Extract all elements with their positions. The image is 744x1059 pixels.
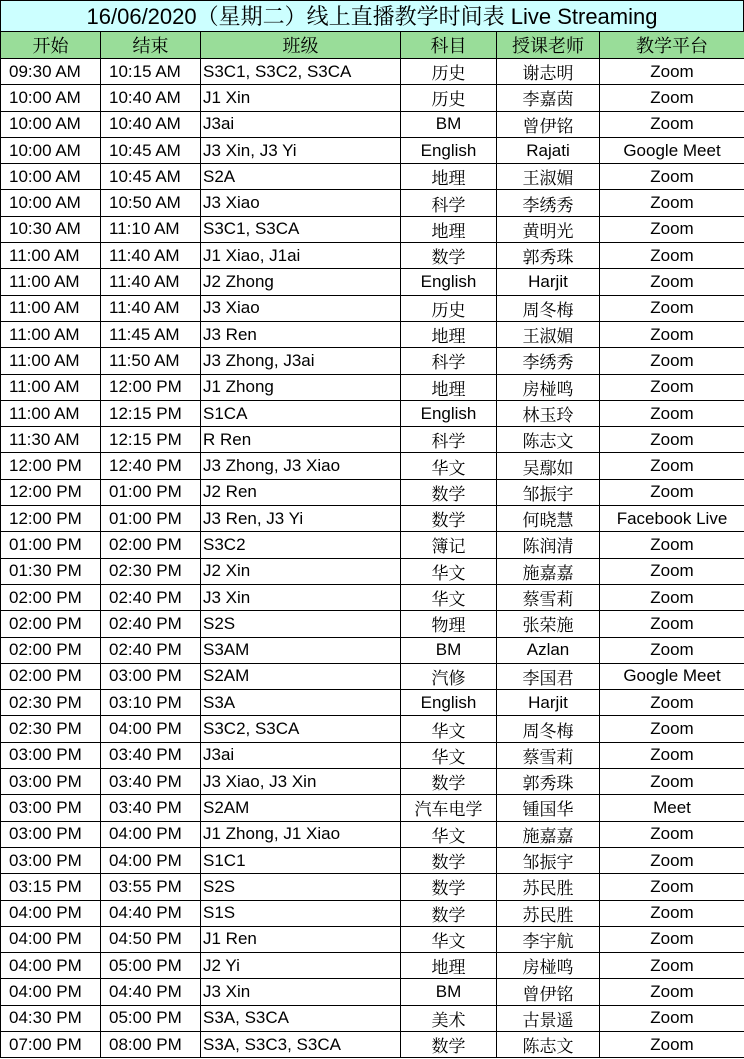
subject-cell: 数学 — [401, 243, 497, 269]
class-cell: S3A, S3C3, S3CA — [201, 1031, 401, 1057]
platform-cell: Zoom — [600, 374, 744, 400]
teacher-cell: 周冬梅 — [497, 716, 600, 742]
header-start: 开始 — [1, 32, 101, 59]
subject-cell: 科学 — [401, 348, 497, 374]
table-row — [1, 1031, 744, 1057]
class-cell: J1 Xin — [201, 85, 401, 111]
platform-cell: Zoom — [600, 847, 744, 873]
class-cell: J3ai — [201, 111, 401, 137]
table-row — [1, 85, 744, 111]
class-cell: S1S — [201, 900, 401, 926]
teacher-cell: 曾伊铭 — [497, 979, 600, 1005]
end-time-cell: 10:50 AM — [101, 190, 201, 216]
teacher-cell: 王淑媚 — [497, 321, 600, 347]
class-cell: S2S — [201, 611, 401, 637]
platform-cell: Zoom — [600, 637, 744, 663]
end-time-cell: 12:00 PM — [101, 374, 201, 400]
subject-cell: 华文 — [401, 453, 497, 479]
end-time-cell: 12:40 PM — [101, 453, 201, 479]
sheet-title: 16/06/2020（星期二）线上直播教学时间表 Live Streaming — [0, 0, 744, 31]
end-time-cell: 04:00 PM — [101, 821, 201, 847]
platform-cell: Facebook Live — [600, 506, 744, 532]
platform-cell: Zoom — [600, 59, 744, 85]
schedule-body — [1, 59, 744, 1058]
class-cell: J3 Ren, J3 Yi — [201, 506, 401, 532]
platform-cell: Google Meet — [600, 137, 744, 163]
end-time-cell: 01:00 PM — [101, 506, 201, 532]
start-time-cell: 02:00 PM — [1, 584, 101, 610]
start-time-cell: 11:00 AM — [1, 321, 101, 347]
end-time-cell: 03:55 PM — [101, 874, 201, 900]
teacher-cell: 陈志文 — [497, 427, 600, 453]
teacher-cell: 谢志明 — [497, 59, 600, 85]
platform-cell: Zoom — [600, 926, 744, 952]
teacher-cell: 李宇航 — [497, 926, 600, 952]
subject-cell: 华文 — [401, 558, 497, 584]
platform-cell: Zoom — [600, 769, 744, 795]
start-time-cell: 04:00 PM — [1, 979, 101, 1005]
end-time-cell: 04:00 PM — [101, 847, 201, 873]
platform-cell: Zoom — [600, 953, 744, 979]
table-row — [1, 926, 744, 952]
teacher-cell: 锺国华 — [497, 795, 600, 821]
teacher-cell: 曾伊铭 — [497, 111, 600, 137]
start-time-cell: 02:00 PM — [1, 611, 101, 637]
class-cell: J3 Xin — [201, 584, 401, 610]
teacher-cell: Azlan — [497, 637, 600, 663]
start-time-cell: 02:00 PM — [1, 663, 101, 689]
class-cell: S2A — [201, 164, 401, 190]
subject-cell: BM — [401, 637, 497, 663]
teacher-cell: 李绣秀 — [497, 348, 600, 374]
class-cell: J3 Xiao, J3 Xin — [201, 769, 401, 795]
start-time-cell: 10:00 AM — [1, 164, 101, 190]
class-cell: J2 Xin — [201, 558, 401, 584]
start-time-cell: 03:15 PM — [1, 874, 101, 900]
header-platform: 教学平台 — [600, 32, 744, 59]
teacher-cell: 施嘉嘉 — [497, 558, 600, 584]
platform-cell: Zoom — [600, 400, 744, 426]
subject-cell: 华文 — [401, 584, 497, 610]
end-time-cell: 02:00 PM — [101, 532, 201, 558]
start-time-cell: 10:00 AM — [1, 85, 101, 111]
start-time-cell: 10:00 AM — [1, 111, 101, 137]
end-time-cell: 03:40 PM — [101, 795, 201, 821]
end-time-cell: 04:40 PM — [101, 979, 201, 1005]
end-time-cell: 11:40 AM — [101, 269, 201, 295]
class-cell: J3ai — [201, 742, 401, 768]
class-cell: J3 Ren — [201, 321, 401, 347]
class-cell: S3AM — [201, 637, 401, 663]
start-time-cell: 10:00 AM — [1, 137, 101, 163]
start-time-cell: 12:00 PM — [1, 453, 101, 479]
teacher-cell: 郭秀珠 — [497, 243, 600, 269]
platform-cell: Zoom — [600, 111, 744, 137]
table-row — [1, 374, 744, 400]
start-time-cell: 07:00 PM — [1, 1031, 101, 1057]
end-time-cell: 05:00 PM — [101, 1005, 201, 1031]
teacher-cell: Harjit — [497, 690, 600, 716]
table-row — [1, 295, 744, 321]
table-row — [1, 137, 744, 163]
table-row — [1, 506, 744, 532]
end-time-cell: 11:50 AM — [101, 348, 201, 374]
table-row — [1, 111, 744, 137]
table-row — [1, 479, 744, 505]
start-time-cell: 11:00 AM — [1, 348, 101, 374]
subject-cell: English — [401, 690, 497, 716]
subject-cell: 华文 — [401, 821, 497, 847]
teacher-cell: 施嘉嘉 — [497, 821, 600, 847]
table-row — [1, 847, 744, 873]
teacher-cell: 李国君 — [497, 663, 600, 689]
platform-cell: Zoom — [600, 243, 744, 269]
start-time-cell: 03:00 PM — [1, 742, 101, 768]
table-row — [1, 164, 744, 190]
subject-cell: English — [401, 269, 497, 295]
class-cell: J1 Xiao, J1ai — [201, 243, 401, 269]
table-row — [1, 558, 744, 584]
subject-cell: 华文 — [401, 926, 497, 952]
start-time-cell: 03:00 PM — [1, 795, 101, 821]
end-time-cell: 10:40 AM — [101, 85, 201, 111]
subject-cell: BM — [401, 979, 497, 1005]
end-time-cell: 03:40 PM — [101, 742, 201, 768]
teacher-cell: 陈志文 — [497, 1031, 600, 1057]
end-time-cell: 10:40 AM — [101, 111, 201, 137]
end-time-cell: 04:00 PM — [101, 716, 201, 742]
table-row — [1, 243, 744, 269]
table-row — [1, 742, 744, 768]
platform-cell: Zoom — [600, 558, 744, 584]
table-row — [1, 900, 744, 926]
platform-cell: Zoom — [600, 85, 744, 111]
start-time-cell: 02:30 PM — [1, 690, 101, 716]
class-cell: S1CA — [201, 400, 401, 426]
table-row — [1, 427, 744, 453]
start-time-cell: 03:00 PM — [1, 847, 101, 873]
class-cell: J3 Zhong, J3 Xiao — [201, 453, 401, 479]
subject-cell: 地理 — [401, 953, 497, 979]
class-cell: J3 Xin, J3 Yi — [201, 137, 401, 163]
platform-cell: Zoom — [600, 479, 744, 505]
end-time-cell: 04:50 PM — [101, 926, 201, 952]
table-row — [1, 769, 744, 795]
end-time-cell: 12:15 PM — [101, 427, 201, 453]
platform-cell: Zoom — [600, 321, 744, 347]
platform-cell: Zoom — [600, 690, 744, 716]
end-time-cell: 11:40 AM — [101, 295, 201, 321]
start-time-cell: 02:00 PM — [1, 637, 101, 663]
subject-cell: 数学 — [401, 769, 497, 795]
subject-cell: 数学 — [401, 847, 497, 873]
subject-cell: 华文 — [401, 716, 497, 742]
subject-cell: 数学 — [401, 506, 497, 532]
start-time-cell: 03:00 PM — [1, 769, 101, 795]
table-row — [1, 453, 744, 479]
teacher-cell: 古景遥 — [497, 1005, 600, 1031]
class-cell: S1C1 — [201, 847, 401, 873]
end-time-cell: 10:45 AM — [101, 164, 201, 190]
start-time-cell: 10:30 AM — [1, 216, 101, 242]
end-time-cell: 03:00 PM — [101, 663, 201, 689]
subject-cell: 地理 — [401, 216, 497, 242]
table-row — [1, 637, 744, 663]
class-cell: J3 Xiao — [201, 190, 401, 216]
table-row — [1, 690, 744, 716]
end-time-cell: 02:30 PM — [101, 558, 201, 584]
subject-cell: 地理 — [401, 374, 497, 400]
table-row — [1, 979, 744, 1005]
class-cell: S3C2 — [201, 532, 401, 558]
table-row — [1, 532, 744, 558]
platform-cell: Zoom — [600, 900, 744, 926]
subject-cell: 地理 — [401, 164, 497, 190]
subject-cell: 美术 — [401, 1005, 497, 1031]
platform-cell: Zoom — [600, 532, 744, 558]
start-time-cell: 09:30 AM — [1, 59, 101, 85]
end-time-cell: 11:45 AM — [101, 321, 201, 347]
subject-cell: 科学 — [401, 427, 497, 453]
class-cell: S3C2, S3CA — [201, 716, 401, 742]
table-row — [1, 190, 744, 216]
start-time-cell: 03:00 PM — [1, 821, 101, 847]
class-cell: J2 Ren — [201, 479, 401, 505]
teacher-cell: 房椪鸣 — [497, 374, 600, 400]
platform-cell: Zoom — [600, 1031, 744, 1057]
start-time-cell: 11:00 AM — [1, 374, 101, 400]
start-time-cell: 04:00 PM — [1, 926, 101, 952]
platform-cell: Zoom — [600, 821, 744, 847]
start-time-cell: 04:30 PM — [1, 1005, 101, 1031]
subject-cell: English — [401, 137, 497, 163]
table-row — [1, 874, 744, 900]
teacher-cell: 林玉玲 — [497, 400, 600, 426]
end-time-cell: 11:40 AM — [101, 243, 201, 269]
start-time-cell: 04:00 PM — [1, 900, 101, 926]
end-time-cell: 10:45 AM — [101, 137, 201, 163]
teacher-cell: Harjit — [497, 269, 600, 295]
platform-cell: Zoom — [600, 742, 744, 768]
platform-cell: Meet — [600, 795, 744, 821]
class-cell: J3 Zhong, J3ai — [201, 348, 401, 374]
start-time-cell: 11:00 AM — [1, 400, 101, 426]
start-time-cell: 11:00 AM — [1, 269, 101, 295]
teacher-cell: 蔡雪莉 — [497, 584, 600, 610]
table-row — [1, 584, 744, 610]
teacher-cell: 周冬梅 — [497, 295, 600, 321]
table-row — [1, 795, 744, 821]
table-row — [1, 611, 744, 637]
subject-cell: 数学 — [401, 1031, 497, 1057]
end-time-cell: 03:10 PM — [101, 690, 201, 716]
platform-cell: Zoom — [600, 611, 744, 637]
class-cell: S2S — [201, 874, 401, 900]
class-cell: J3 Xiao — [201, 295, 401, 321]
platform-cell: Zoom — [600, 348, 744, 374]
class-cell: J1 Zhong — [201, 374, 401, 400]
subject-cell: 汽车电学 — [401, 795, 497, 821]
platform-cell: Zoom — [600, 584, 744, 610]
teacher-cell: 李嘉茵 — [497, 85, 600, 111]
start-time-cell: 02:30 PM — [1, 716, 101, 742]
subject-cell: 地理 — [401, 321, 497, 347]
table-row — [1, 269, 744, 295]
teacher-cell: 李绣秀 — [497, 190, 600, 216]
subject-cell: 汽修 — [401, 663, 497, 689]
start-time-cell: 04:00 PM — [1, 953, 101, 979]
class-cell: J1 Ren — [201, 926, 401, 952]
end-time-cell: 02:40 PM — [101, 584, 201, 610]
table-row — [1, 321, 744, 347]
start-time-cell: 01:30 PM — [1, 558, 101, 584]
table-row — [1, 663, 744, 689]
schedule-table — [0, 31, 744, 1058]
table-row — [1, 59, 744, 85]
table-row — [1, 216, 744, 242]
start-time-cell: 12:00 PM — [1, 506, 101, 532]
class-cell: S3C1, S3C2, S3CA — [201, 59, 401, 85]
platform-cell: Zoom — [600, 979, 744, 1005]
platform-cell: Zoom — [600, 190, 744, 216]
subject-cell: 历史 — [401, 85, 497, 111]
teacher-cell: Rajati — [497, 137, 600, 163]
end-time-cell: 01:00 PM — [101, 479, 201, 505]
platform-cell: Google Meet — [600, 663, 744, 689]
platform-cell: Zoom — [600, 216, 744, 242]
platform-cell: Zoom — [600, 269, 744, 295]
header-end: 结束 — [101, 32, 201, 59]
class-cell: J3 Xin — [201, 979, 401, 1005]
start-time-cell: 01:00 PM — [1, 532, 101, 558]
subject-cell: 物理 — [401, 611, 497, 637]
start-time-cell: 11:30 AM — [1, 427, 101, 453]
table-row — [1, 821, 744, 847]
teacher-cell: 陈润清 — [497, 532, 600, 558]
teacher-cell: 吴鄢如 — [497, 453, 600, 479]
start-time-cell: 11:00 AM — [1, 243, 101, 269]
teacher-cell: 张荣施 — [497, 611, 600, 637]
subject-cell: 历史 — [401, 59, 497, 85]
teacher-cell: 房椪鸣 — [497, 953, 600, 979]
subject-cell: English — [401, 400, 497, 426]
class-cell: S2AM — [201, 795, 401, 821]
end-time-cell: 04:40 PM — [101, 900, 201, 926]
platform-cell: Zoom — [600, 1005, 744, 1031]
class-cell: S3A — [201, 690, 401, 716]
table-row — [1, 953, 744, 979]
platform-cell: Zoom — [600, 453, 744, 479]
class-cell: S3A, S3CA — [201, 1005, 401, 1031]
subject-cell: 数学 — [401, 900, 497, 926]
subject-cell: 历史 — [401, 295, 497, 321]
subject-cell: BM — [401, 111, 497, 137]
platform-cell: Zoom — [600, 427, 744, 453]
platform-cell: Zoom — [600, 874, 744, 900]
end-time-cell: 12:15 PM — [101, 400, 201, 426]
teacher-cell: 苏民胜 — [497, 900, 600, 926]
platform-cell: Zoom — [600, 716, 744, 742]
start-time-cell: 10:00 AM — [1, 190, 101, 216]
subject-cell: 华文 — [401, 742, 497, 768]
teacher-cell: 蔡雪莉 — [497, 742, 600, 768]
platform-cell: Zoom — [600, 295, 744, 321]
end-time-cell: 05:00 PM — [101, 953, 201, 979]
header-teacher: 授课老师 — [497, 32, 600, 59]
end-time-cell: 02:40 PM — [101, 611, 201, 637]
table-row — [1, 348, 744, 374]
subject-cell: 数学 — [401, 874, 497, 900]
class-cell: S2AM — [201, 663, 401, 689]
subject-cell: 科学 — [401, 190, 497, 216]
class-cell: R Ren — [201, 427, 401, 453]
header-subject: 科目 — [401, 32, 497, 59]
header-class: 班级 — [201, 32, 401, 59]
table-row — [1, 400, 744, 426]
end-time-cell: 03:40 PM — [101, 769, 201, 795]
end-time-cell: 11:10 AM — [101, 216, 201, 242]
subject-cell: 数学 — [401, 479, 497, 505]
teacher-cell: 郭秀珠 — [497, 769, 600, 795]
end-time-cell: 08:00 PM — [101, 1031, 201, 1057]
teacher-cell: 邹振宇 — [497, 479, 600, 505]
class-cell: J2 Zhong — [201, 269, 401, 295]
teacher-cell: 王淑媚 — [497, 164, 600, 190]
start-time-cell: 11:00 AM — [1, 295, 101, 321]
platform-cell: Zoom — [600, 164, 744, 190]
class-cell: J1 Zhong, J1 Xiao — [201, 821, 401, 847]
subject-cell: 簿记 — [401, 532, 497, 558]
class-cell: S3C1, S3CA — [201, 216, 401, 242]
teacher-cell: 何晓慧 — [497, 506, 600, 532]
class-cell: J2 Yi — [201, 953, 401, 979]
header-row — [1, 32, 744, 59]
table-row — [1, 1005, 744, 1031]
end-time-cell: 02:40 PM — [101, 637, 201, 663]
end-time-cell: 10:15 AM — [101, 59, 201, 85]
teacher-cell: 黄明光 — [497, 216, 600, 242]
start-time-cell: 12:00 PM — [1, 479, 101, 505]
table-row — [1, 716, 744, 742]
teacher-cell: 邹振宇 — [497, 847, 600, 873]
teacher-cell: 苏民胜 — [497, 874, 600, 900]
